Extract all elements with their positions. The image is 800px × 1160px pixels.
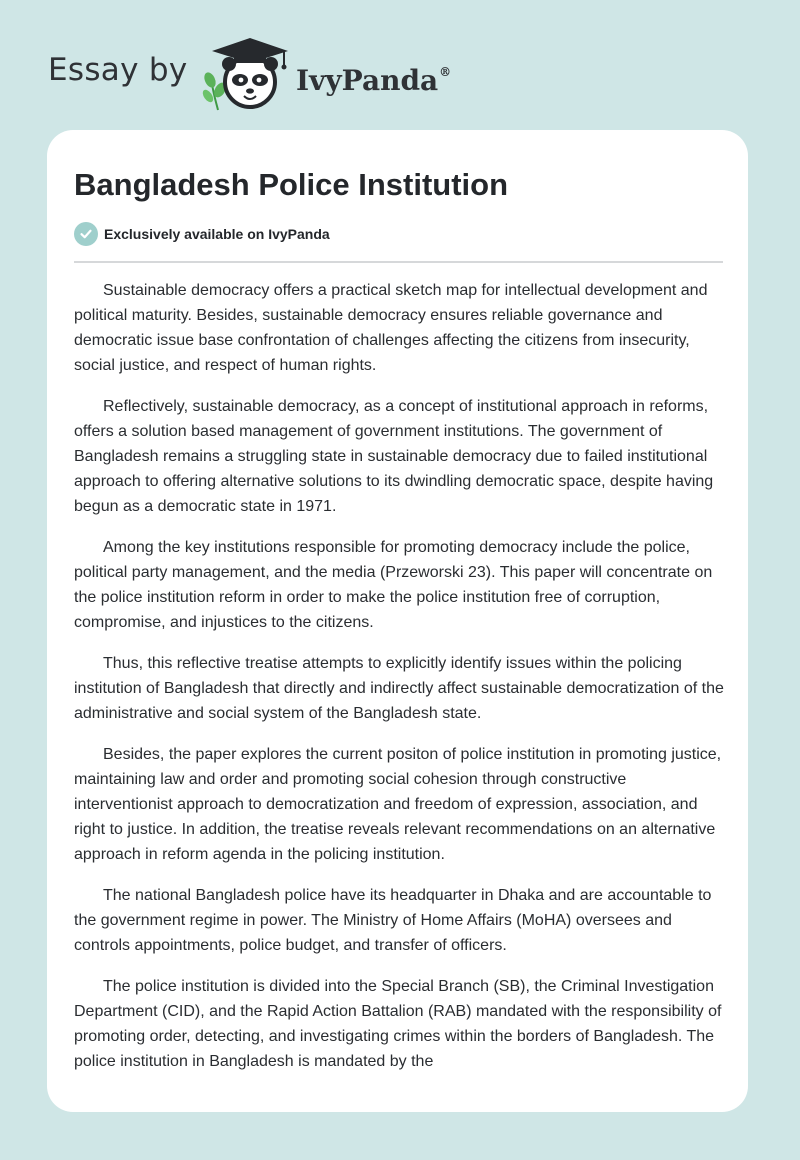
paragraph: The police institution is divided into the Special Branch (SB), the Criminal Investigation Department (CID), and the Rapid Action Battalion (RAB) mandated with the responsibility of promoting order, detecting, and investigating crimes within the borders of Bangladesh. The police institution in Bangladesh is mandated by the <box>74 978 722 1070</box>
paragraph: Reflectively, sustainable democracy, as a concept of institutional approach in reforms, offers a solution based management of government institutions. The government of Bangladesh remains a struggling state in sustainable democracy due to failed institutional approach to offering alternative solutions to its dwindling democratic space, despite having begun as a democratic state in 1971. <box>74 398 714 515</box>
paragraph: Besides, the paper explores the current positon of police institution in promoting justice, maintaining law and order and promoting social cohesion through constructive interventionist approach to democratization and freedom of expression, association, and right to justice. In addition, the treatise reveals relevant recommendations on an alternative approach in reform agenda in the policing institution. <box>74 746 722 863</box>
brand-name: IvyPanda® <box>296 64 452 97</box>
panda-graduate-icon <box>198 36 294 112</box>
paragraph: The national Bangladesh police have its headquarter in Dhaka and are accountable to the government regime in power. The Ministry of Home Affairs (MoHA) oversees and controls appointments, police budget, and transfer of officers. <box>74 887 712 954</box>
paragraph: Sustainable democracy offers a practical sketch map for intellectual development and political maturity. Besides, sustainable democracy ensures reliable governance and democratic issue base confrontation of challenges affecting the citizens from insecurity, social justice, and respect of human rights. <box>74 282 708 374</box>
exclusive-label: Exclusively available on IvyPanda <box>104 226 330 242</box>
essay-body <box>74 278 726 1090</box>
check-circle-icon <box>74 222 98 246</box>
essay-by-label: Essay by <box>48 52 188 88</box>
paragraph: Among the key institutions responsible for promoting democracy include the police, political party management, and the media (Przeworski 23). This paper will concentrate on the police institution reform in order to make the police institution free of corruption, compromise, and injustices to the citizens. <box>74 539 713 631</box>
exclusive-badge <box>74 222 330 246</box>
essay-card <box>47 130 748 1112</box>
divider <box>74 261 723 263</box>
site-header <box>0 0 800 120</box>
paragraph: Thus, this reflective treatise attempts to explicitly identify issues within the policing institution of Bangladesh that directly and indirectly affect sustainable democratization of the administrative and social system of the Bangladesh state. <box>74 655 724 722</box>
page-title: Bangladesh Police Institution <box>74 167 509 202</box>
registered-mark: ® <box>439 65 452 79</box>
